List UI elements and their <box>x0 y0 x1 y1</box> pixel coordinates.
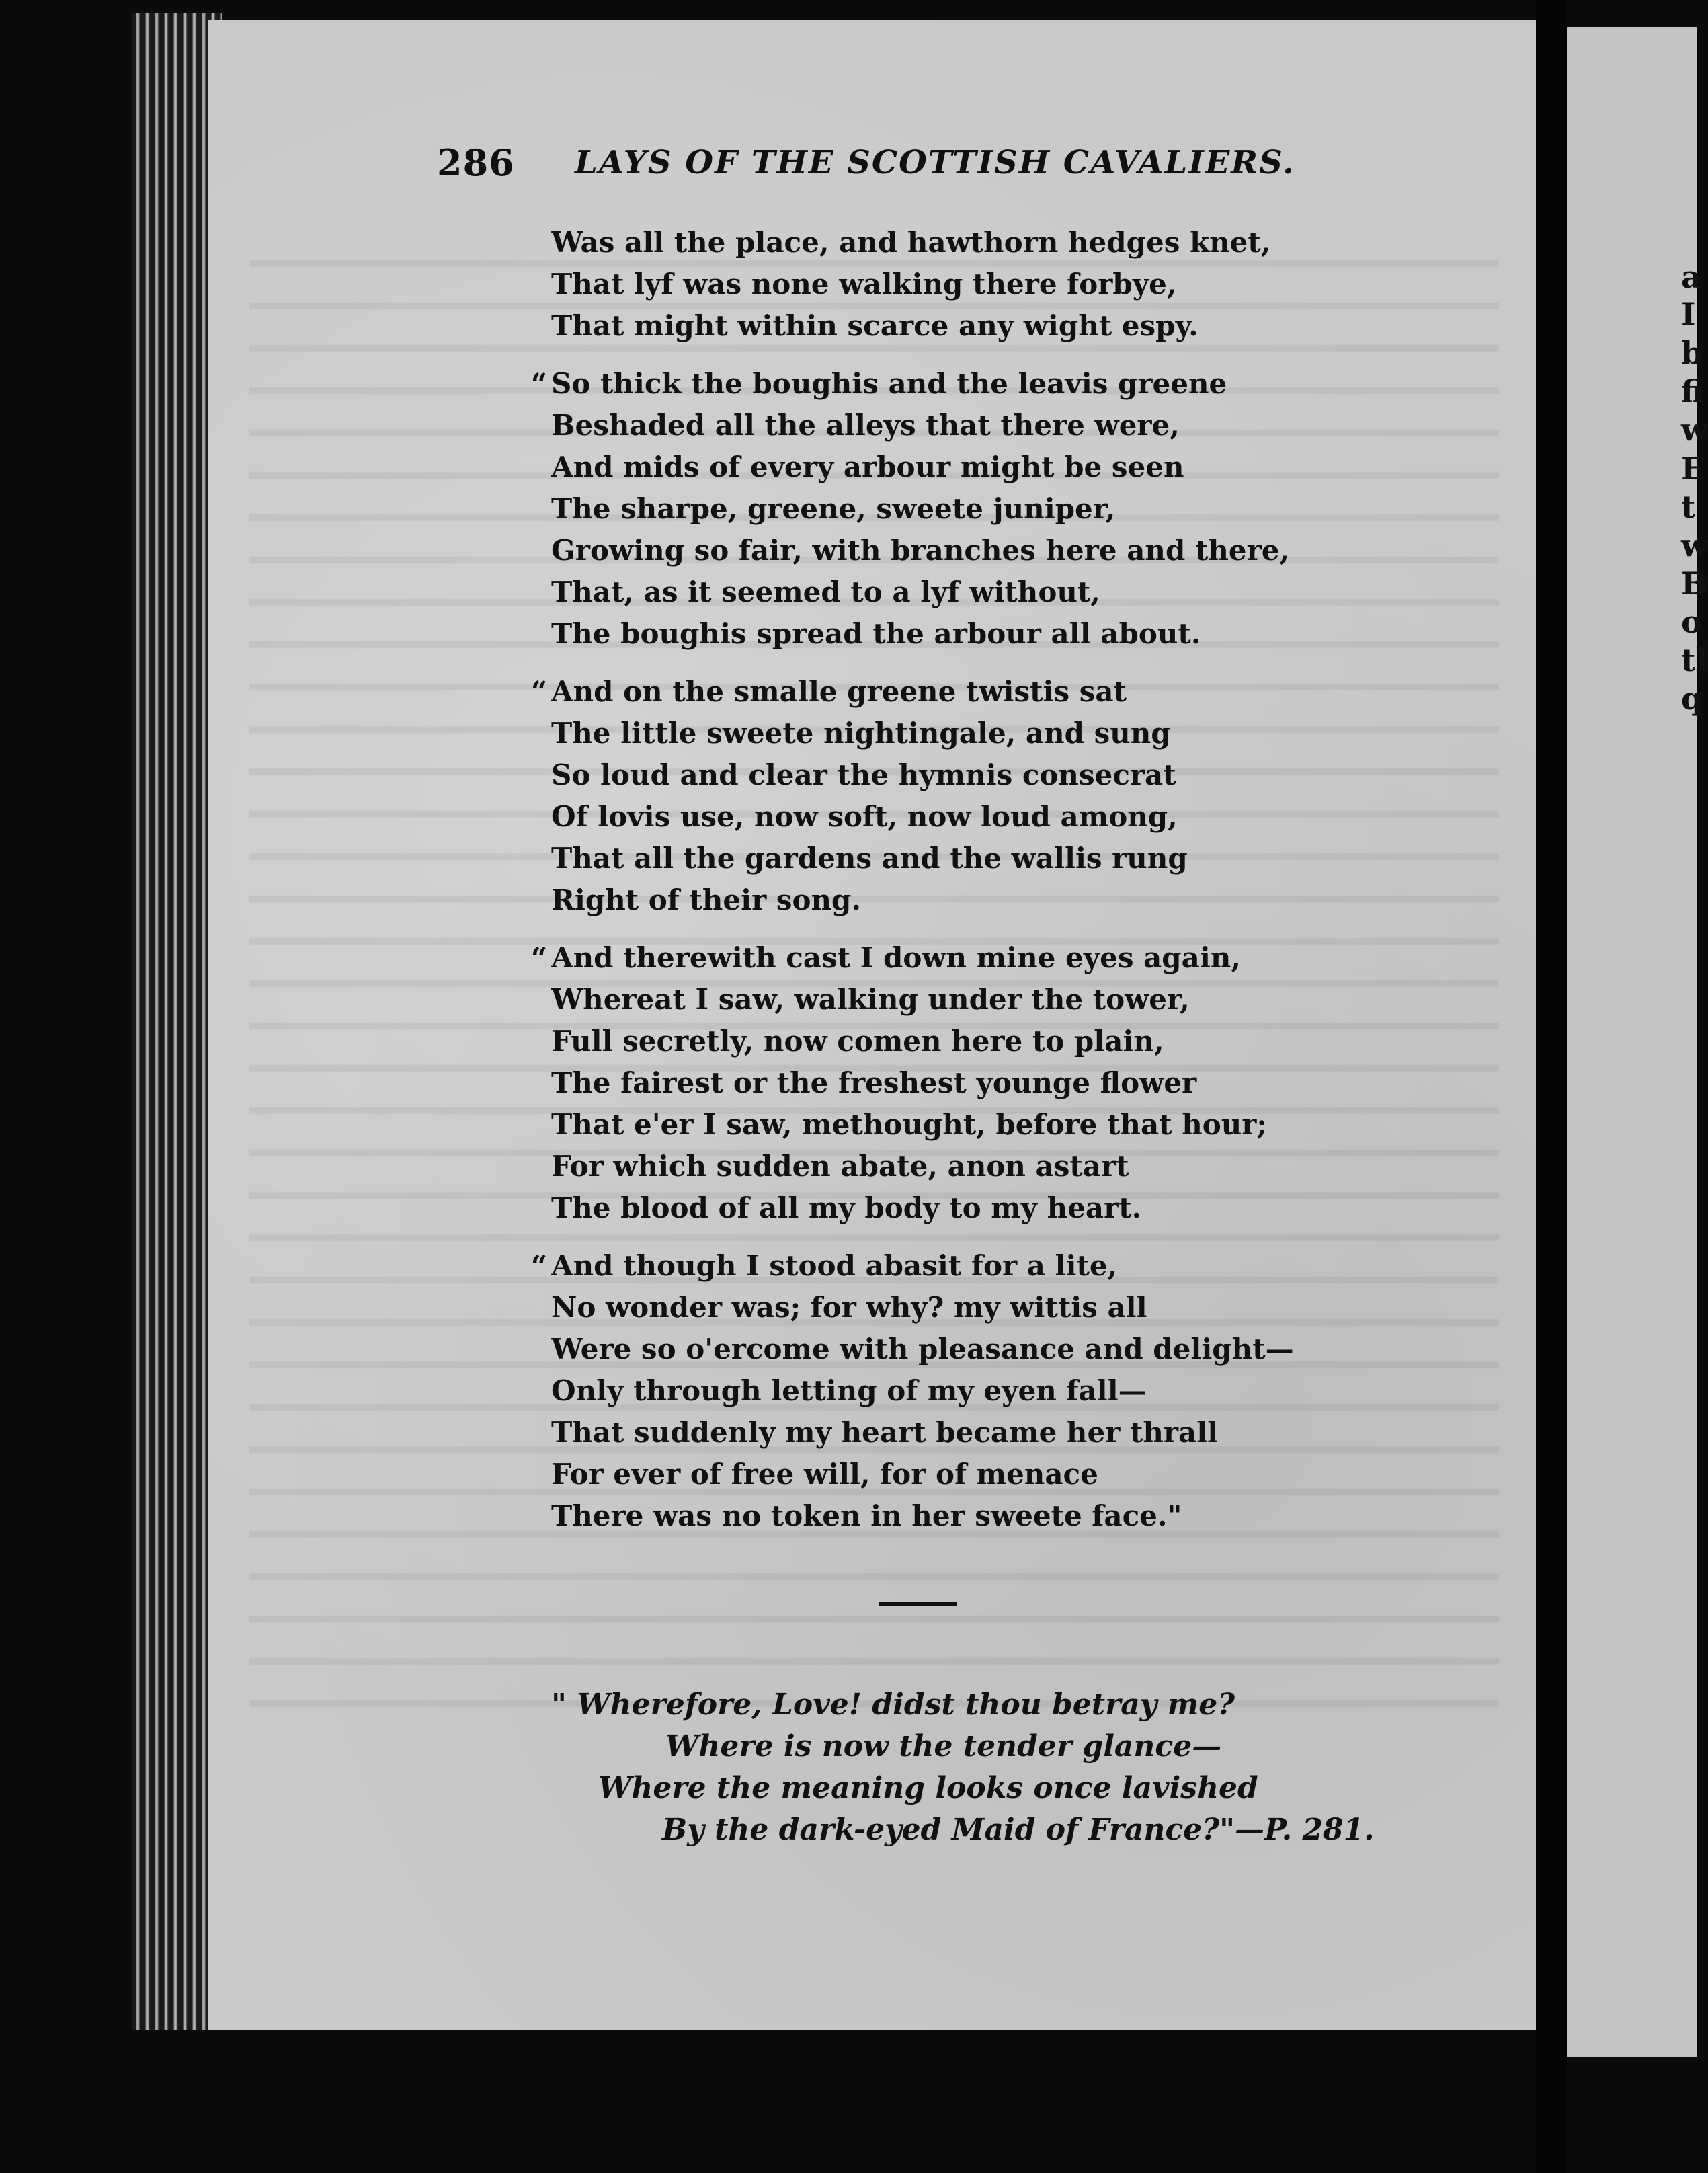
poem-line: The boughis spread the arbour all about. <box>551 617 1201 650</box>
poem-line: The blood of all my body to my heart. <box>551 1191 1142 1224</box>
poem-line: “ And though I stood abasit for a lite, <box>551 1245 1331 1287</box>
facing-page-letter: I <box>1681 296 1696 332</box>
poem-line: “ So thick the boughis and the leavis greene <box>551 363 1331 405</box>
facing-page-letter: B <box>1681 565 1707 602</box>
poem-line: No wonder was; for why? my wittis all <box>551 1291 1147 1324</box>
poem-line: That lyf was none walking there forbye, <box>551 268 1177 301</box>
poem-line: Were so o'ercome with pleasance and delight— <box>551 1333 1294 1366</box>
poem-line: Was all the place, and hawthorn hedges knet, <box>551 226 1271 259</box>
poem-line: The sharpe, greene, sweete juniper, <box>551 492 1116 525</box>
poem-line: The little sweete nightingale, and sung <box>551 717 1171 750</box>
section-divider <box>879 1602 957 1606</box>
poem-line: That all the gardens and the wallis rung <box>551 842 1188 875</box>
poem-line: “ And on the smalle greene twistis sat <box>551 671 1331 713</box>
facing-page-letter: E <box>1681 450 1705 487</box>
stanza <box>551 222 1331 347</box>
poem-line: Beshaded all the alleys that there were, <box>551 409 1180 442</box>
facing-page <box>1567 27 1708 2057</box>
poem-line: That suddenly my heart became her thrall <box>551 1416 1219 1449</box>
caption-line: Where the meaning looks once lavished <box>598 1771 1258 1805</box>
poem-line: Right of their song. <box>551 883 862 916</box>
facing-page-letter: w <box>1681 411 1708 448</box>
caption-line: By the dark-eyed Maid of France?"—P. 281. <box>662 1813 1375 1847</box>
caption-line: Where is now the tender glance— <box>665 1729 1222 1764</box>
facing-page-letter: a <box>1681 259 1701 295</box>
poem-line: Whereat I saw, walking under the tower, <box>551 983 1190 1016</box>
poem-line: That e'er I saw, methought, before that hour; <box>551 1108 1267 1141</box>
caption-line: " Wherefore, Love! didst thou betray me? <box>551 1688 1235 1722</box>
page-number: 286 <box>437 141 515 184</box>
poem-line: The fairest or the freshest younge flower <box>551 1066 1197 1099</box>
poem-line: For which sudden abate, anon astart <box>551 1150 1129 1183</box>
facing-page-letter: w <box>1681 527 1708 563</box>
poem-line: “ And therewith cast I down mine eyes again, <box>551 937 1331 979</box>
poem-line: For ever of free will, for of menace <box>551 1458 1098 1491</box>
illustration-caption <box>538 1684 1375 1851</box>
poem-line: Full secretly, now comen here to plain, <box>551 1025 1164 1058</box>
facing-page-letter: o <box>1681 604 1702 640</box>
facing-page-letter: fi <box>1681 373 1704 409</box>
stanza <box>551 1245 1331 1537</box>
stanza <box>551 363 1331 655</box>
poem-line: Of lovis use, now soft, now loud among, <box>551 800 1178 833</box>
stanza <box>551 671 1331 921</box>
facing-page-letter: q <box>1681 680 1703 717</box>
poem-line: There was no token in her sweete face." <box>551 1499 1182 1532</box>
stanza <box>551 937 1331 1229</box>
facing-page-letter: t <box>1681 489 1696 525</box>
poem-line: That, as it seemed to a lyf without, <box>551 576 1100 608</box>
poem-line: Growing so fair, with branches here and there, <box>551 534 1290 567</box>
running-head <box>437 141 1311 188</box>
running-title: LAYS OF THE SCOTTISH CAVALIERS. <box>575 144 1295 182</box>
poem-line: And mids of every arbour might be seen <box>551 450 1184 483</box>
book-spine <box>1536 0 1567 2173</box>
facing-page-letter: tl <box>1681 642 1707 678</box>
facing-page-letter: b <box>1681 335 1703 371</box>
poem <box>551 222 1331 1553</box>
poem-line: Only through letting of my eyen fall— <box>551 1374 1147 1407</box>
poem-line: That might within scarce any wight espy. <box>551 309 1198 342</box>
poem-line: So loud and clear the hymnis consecrat <box>551 758 1176 791</box>
